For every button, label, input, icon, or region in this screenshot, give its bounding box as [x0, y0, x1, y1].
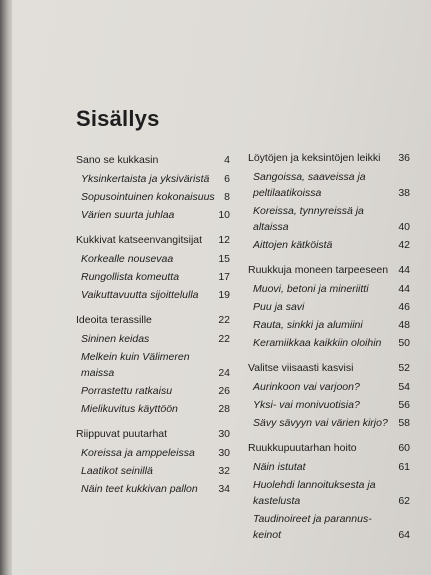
- toc-page-number: 54: [398, 381, 410, 393]
- toc-entry-row: [76, 445, 230, 461]
- toc-entry-row: [248, 459, 410, 475]
- toc-page-number: 6: [224, 173, 230, 185]
- toc-chapter-title: Ruukkuja moneen tarpeeseen: [248, 264, 389, 276]
- toc-entry-row: [76, 383, 230, 399]
- toc-entry-title: Aittojen kätköistä: [253, 239, 333, 251]
- toc-entry-title: Taudinoireet ja parannus-keinot: [253, 513, 372, 541]
- toc-section: [248, 360, 410, 431]
- toc-page-number: 44: [398, 283, 410, 295]
- toc-chapter-row: [76, 152, 230, 168]
- toc-page-number: 28: [218, 403, 230, 415]
- toc-entry-row: [248, 237, 410, 253]
- toc-page-number: 46: [398, 301, 410, 313]
- toc-page-number: 4: [224, 154, 230, 166]
- toc-entry-row: [248, 169, 410, 201]
- toc-page-number: 24: [218, 367, 230, 379]
- toc-section: [248, 262, 410, 351]
- toc-entry-title: Keramiikkaa kaikkiin oloihin: [253, 337, 382, 349]
- toc-entry-row: [76, 287, 230, 303]
- page-title: Sisällys: [76, 106, 160, 131]
- toc-page-number: 34: [218, 483, 230, 495]
- toc-entry-title: Värien suurta juhlaa: [81, 209, 175, 221]
- toc-entry-row: [248, 281, 410, 297]
- toc-page-number: 60: [398, 442, 410, 454]
- toc-entry-row: [76, 481, 230, 497]
- toc-entry-row: [76, 251, 230, 267]
- toc-page-number: 15: [218, 253, 230, 265]
- toc-entry-row: [248, 397, 410, 413]
- toc-page-number: 32: [218, 465, 230, 477]
- toc-page-number: 36: [398, 152, 410, 164]
- toc-entry-row: [76, 331, 230, 347]
- toc-entry-row: [76, 401, 230, 417]
- toc-section: [248, 150, 410, 253]
- toc-chapter-title: Sano se kukkasin: [76, 154, 159, 166]
- toc-chapter-row: [248, 360, 410, 376]
- toc-page-number: 42: [398, 239, 410, 251]
- toc-page-number: 62: [398, 495, 410, 507]
- toc-page-number: 52: [398, 362, 410, 374]
- toc-right-column: [248, 150, 410, 552]
- toc-entry-row: [76, 207, 230, 223]
- toc-entry-title: Melkein kuin Välimeren maissa: [81, 351, 190, 379]
- toc-entry-row: [248, 299, 410, 315]
- toc-entry-title: Koreissa, tynnyreissä ja altaissa: [253, 205, 364, 233]
- toc-entry-title: Laatikot seinillä: [81, 465, 153, 477]
- toc-page-number: 58: [398, 417, 410, 429]
- toc-page-number: 61: [398, 461, 410, 473]
- toc-page-number: 40: [398, 221, 410, 233]
- toc-chapter-title: Kukkivat katseenvangitsijat: [76, 234, 203, 246]
- toc-chapter-title: Löytöjen ja keksintöjen leikki: [248, 152, 381, 164]
- toc-entry-title: Korkealle nousevaa: [81, 253, 174, 265]
- toc-entry-title: Sangoissa, saaveissa ja peltilaatikoissa: [253, 171, 366, 199]
- toc-entry-title: Puu ja savi: [253, 301, 305, 313]
- toc-entry-row: [248, 317, 410, 333]
- toc-page-number: 8: [224, 191, 230, 203]
- toc-section: [76, 232, 230, 303]
- toc-chapter-row: [76, 312, 230, 328]
- toc-entry-title: Muovi, betoni ja mineriitti: [253, 283, 369, 295]
- toc-entry-title: Rungollista komeutta: [81, 271, 180, 283]
- toc-entry-row: [76, 171, 230, 187]
- toc-chapter-title: Ideoita terassille: [76, 314, 152, 326]
- toc-entry-title: Sopusointuinen kokonaisuus: [81, 191, 215, 203]
- toc-left-column: [76, 152, 230, 506]
- toc-entry-row: [76, 463, 230, 479]
- toc-entry-row: [248, 335, 410, 351]
- toc-entry-title: Mielikuvitus käyttöön: [81, 403, 178, 415]
- toc-entry-row: [76, 349, 230, 381]
- toc-page-number: 44: [398, 264, 410, 276]
- toc-chapter-row: [76, 426, 230, 442]
- toc-entry-title: Näin istutat: [253, 461, 306, 473]
- toc-entry-title: Yksi- vai monivuotisia?: [253, 399, 360, 411]
- toc-page-number: 38: [398, 187, 410, 199]
- toc-page-number: 26: [218, 385, 230, 397]
- toc-chapter-row: [76, 232, 230, 248]
- book-spine: [0, 0, 12, 575]
- toc-page-number: 12: [218, 234, 230, 246]
- toc-entry-title: Rauta, sinkki ja alumiini: [253, 319, 363, 331]
- toc-page-number: 48: [398, 319, 410, 331]
- toc-entry-row: [76, 189, 230, 205]
- toc-entry-title: Vaikuttavuutta sijoittelulla: [81, 289, 199, 301]
- toc-page-number: 56: [398, 399, 410, 411]
- toc-entry-title: Koreissa ja amppeleissa: [81, 447, 195, 459]
- toc-page-number: 22: [218, 333, 230, 345]
- toc-entry-title: Aurinkoon vai varjoon?: [253, 381, 360, 393]
- toc-entry-title: Huolehdi lannoituksesta ja kastelusta: [253, 479, 376, 507]
- toc-chapter-title: Valitse viisaasti kasvisi: [248, 362, 354, 374]
- toc-chapter-row: [248, 150, 410, 166]
- toc-section: [76, 426, 230, 497]
- toc-page-number: 50: [398, 337, 410, 349]
- toc-page-number: 30: [218, 428, 230, 440]
- toc-chapter-row: [248, 440, 410, 456]
- toc-entry-title: Sävy sävyyn vai värien kirjo?: [253, 417, 388, 429]
- toc-entry-row: [248, 477, 410, 509]
- toc-entry-title: Porrastettu ratkaisu: [81, 385, 173, 397]
- toc-page-number: 19: [218, 289, 230, 301]
- toc-entry-title: Näin teet kukkivan pallon: [81, 483, 198, 495]
- toc-entry-row: [76, 269, 230, 285]
- toc-page-number: 30: [218, 447, 230, 459]
- toc-page-number: 22: [218, 314, 230, 326]
- toc-page-number: 17: [218, 271, 230, 283]
- toc-page-number: 10: [218, 209, 230, 221]
- toc-chapter-title: Ruukkupuutarhan hoito: [248, 442, 357, 454]
- toc-entry-title: Yksinkertaista ja yksiväristä: [81, 173, 210, 185]
- toc-section: [76, 152, 230, 223]
- toc-page-number: 64: [398, 529, 410, 541]
- toc-chapter-title: Riippuvat puutarhat: [76, 428, 168, 440]
- toc-entry-row: [248, 511, 410, 543]
- toc-section: [76, 312, 230, 417]
- toc-entry-row: [248, 415, 410, 431]
- toc-entry-title: Sininen keidas: [81, 333, 150, 345]
- toc-entry-row: [248, 203, 410, 235]
- toc-section: [248, 440, 410, 543]
- toc-entry-row: [248, 379, 410, 395]
- toc-chapter-row: [248, 262, 410, 278]
